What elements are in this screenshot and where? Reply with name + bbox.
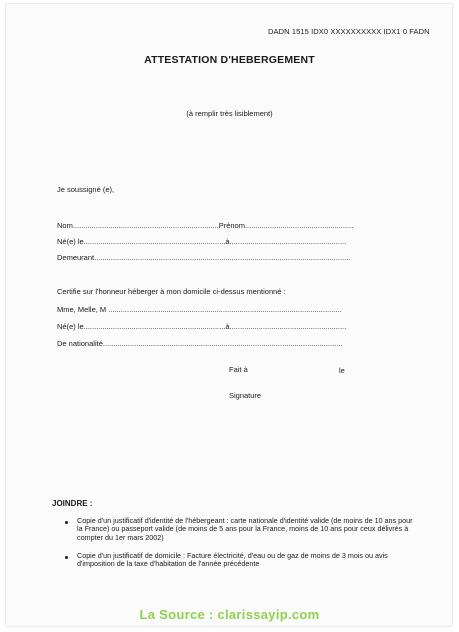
attachment-line: compter du 1er mars 2002) [77, 532, 164, 542]
attachment-line: Copie d'un justificatif d'identité de l'hébergeant : carte nationale d'identité valide (de moins de 10 ans pour [77, 516, 413, 525]
document-title: ATTESTATION D'HEBERGEMENT [144, 54, 315, 66]
nom-prenom-field: Nom......................................................................Prénom.................................................... [57, 221, 354, 230]
fill-instruction: (à remplir très lisiblement) [186, 109, 273, 118]
attachment-line: la France) ou passeport valide (de moins de 5 ans pour la France, moins de 10 ans pour ceux délivrés à [77, 524, 409, 534]
attachment-item-identity [77, 517, 427, 542]
attachment-item-domicile [77, 552, 427, 569]
guest-name-field: Mme, Melle, M ................................................................................................................ [57, 305, 342, 314]
place-label: Fait à [229, 365, 248, 374]
document-reference: DADN 1515 IDX0 XXXXXXXXXX IDX1 0 FADN [268, 27, 430, 36]
attachments-heading: JOINDRE : [52, 499, 93, 508]
nationality-field: De nationalité................................................................................................................... [57, 339, 343, 348]
bullet-icon [65, 521, 68, 524]
attachment-line: d'imposition de la taxe d'habitation de l'année précédente [77, 559, 260, 569]
date-label: le [339, 366, 345, 375]
birth-field: Né(e) le....................................................................à........................................................ [57, 237, 347, 246]
guest-birth-field: Né(e) le....................................................................à........................................................ [57, 322, 347, 331]
source-watermark: La Source : clarissayip.com [139, 607, 320, 622]
bullet-icon [65, 556, 68, 559]
address-field: Demeurant........................................................................................................................... [57, 253, 351, 262]
signature-label: Signature [229, 391, 262, 400]
intro-line: Je soussigné (e), [57, 185, 115, 194]
attachment-line: Copie d'un justificatif de domicile : Facture électricité, d'eau ou de gaz de moins de 3 mois ou avis [77, 551, 388, 560]
certification-statement: Certifie sur l'honneur héberger à mon domicile ci-dessus mentionné : [57, 287, 286, 296]
